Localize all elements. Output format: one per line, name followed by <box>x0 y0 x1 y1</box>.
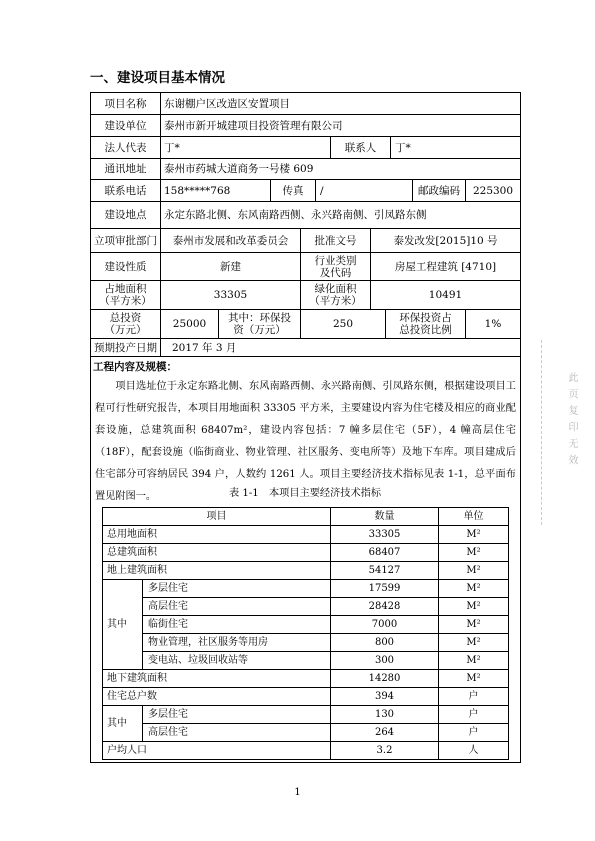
cut-line <box>541 340 542 525</box>
table-row <box>103 616 509 634</box>
investment-row <box>91 310 520 339</box>
row-quantity: 54127 <box>331 562 439 580</box>
area-row <box>91 281 520 310</box>
green-area-label: 绿化面积 （平方米） <box>301 281 371 309</box>
sub-row-quantity: 130 <box>331 706 439 724</box>
construction-unit-row <box>91 115 520 137</box>
row-quantity: 394 <box>331 688 439 706</box>
land-area-value: 33305 <box>161 281 301 309</box>
expected-start-value: 2017 年 3 月 <box>172 341 237 354</box>
row-item: 总用地面积 <box>103 526 331 544</box>
contact-person-label: 联系人 <box>331 137 391 158</box>
table-row <box>103 634 509 652</box>
project-name-row <box>91 93 520 115</box>
project-name-label: 项目名称 <box>91 93 161 114</box>
project-name-value: 东谢棚户区改造区安置项目 <box>164 97 290 110</box>
table-row <box>103 670 509 688</box>
approval-number-value: 泰发改发[2015]10 号 <box>393 234 498 247</box>
sub-row-unit: M² <box>439 598 509 616</box>
sub-row-quantity: 17599 <box>331 580 439 598</box>
construction-unit-value: 泰州市新开城建项目投资管理有限公司 <box>164 119 343 132</box>
row-unit: M² <box>439 670 509 688</box>
row-item: 地上建筑面积 <box>103 562 331 580</box>
approval-number-label: 批准文号 <box>301 229 371 252</box>
env-investment-value: 250 <box>301 310 386 338</box>
sub-row-quantity: 264 <box>331 724 439 742</box>
sub-row-unit: M² <box>439 634 509 652</box>
table-row <box>103 688 509 706</box>
green-area-value: 10491 <box>428 289 463 301</box>
table-row <box>103 742 509 760</box>
sub-row-quantity: 28428 <box>331 598 439 616</box>
construction-unit-label: 建设单位 <box>91 115 161 136</box>
sub-row-unit: 户 <box>439 724 509 742</box>
location-row <box>91 202 520 229</box>
scope-paragraph: 项目选址位于永定东路北侧、东风南路西侧、永兴路南侧、引凤路东侧，根据建设项目工程可行性研究报告，本项目用地面积 33305 平方米，主要建设内容为住宅楼及相应的商业配套设施，总建筑面积 68407m²，建设内容包括：7 幢多层住宅（5F），4 幢高层住宅（18F），配套设施（临街商业、物业管理、社区服务、变电所等）及地下车库。项目建成后住宅部分可容纳居民 394 户，人数约 1261 人。项目主要经济技术指标见表 1-1，总平面布置见附图一。 <box>95 381 516 502</box>
watermark-text: 此页复印无效 <box>566 372 577 471</box>
table-row <box>103 562 509 580</box>
table-row <box>103 706 509 724</box>
row-item: 住宅总户数 <box>103 688 331 706</box>
sub-row-quantity: 800 <box>331 634 439 652</box>
approval-row <box>91 229 520 253</box>
env-investment-ratio-value: 1% <box>484 318 502 330</box>
postcode-label: 邮政编码 <box>413 180 466 201</box>
row-item: 户均人口 <box>103 742 331 760</box>
approval-department-value: 泰州市发展和改革委员会 <box>161 229 301 252</box>
approval-department-label: 立项审批部门 <box>91 229 161 252</box>
row-unit: M² <box>439 526 509 544</box>
header-item: 项目 <box>103 508 331 526</box>
row-item: 总建筑面积 <box>103 544 331 562</box>
row-unit: 人 <box>439 742 509 760</box>
scope-title: 工程内容及规模： <box>93 361 177 373</box>
table-row <box>103 526 509 544</box>
section-title: 一、建设项目基本情况 <box>90 70 225 86</box>
location-value: 永定东路北侧、东风南路西侧、永兴路南侧、引凤路东侧 <box>164 209 427 221</box>
address-row <box>91 159 520 180</box>
sub-row-item: 多层住宅 <box>143 706 331 724</box>
land-area-label: 占地面积 （平方米） <box>91 281 161 309</box>
row-item: 地下建筑面积 <box>103 670 331 688</box>
row-unit: M² <box>439 562 509 580</box>
address-value: 泰州市药城大道商务一号楼 609 <box>164 163 314 175</box>
table-row <box>103 544 509 562</box>
env-investment-label: 其中：环保投 资（万元） <box>219 310 301 338</box>
table-caption: 表 1-1 本项目主要经济技术指标 <box>228 488 382 499</box>
sub-row-unit: M² <box>439 652 509 670</box>
page-number: 1 <box>294 787 301 798</box>
construction-nature-value: 新建 <box>161 253 301 280</box>
fax-label: 传真 <box>271 180 316 201</box>
construction-nature-row <box>91 253 520 281</box>
scope-section <box>91 357 520 762</box>
header-unit: 单位 <box>439 508 509 526</box>
env-investment-ratio-label: 环保投资占 总投资比例 <box>386 310 466 338</box>
legal-representative-value: 丁* <box>161 137 331 158</box>
group-label: 其中 <box>103 706 143 742</box>
sub-row-item: 变电站、垃圾回收站等 <box>143 652 331 670</box>
phone-label: 联系电话 <box>91 180 161 201</box>
phone-row <box>91 180 520 202</box>
total-investment-label: 总投资 （万元） <box>91 310 161 338</box>
sub-row-item: 临街住宅 <box>143 616 331 634</box>
sub-row-unit: 户 <box>439 706 509 724</box>
basic-info-table <box>90 92 521 763</box>
sub-row-item: 多层住宅 <box>143 580 331 598</box>
economic-indicators-table <box>102 507 509 760</box>
sub-row-unit: M² <box>439 616 509 634</box>
postcode-value: 225300 <box>472 184 514 197</box>
table-row <box>103 598 509 616</box>
industry-category-value: 房屋工程建筑 [4710] <box>394 260 497 273</box>
address-label: 通讯地址 <box>91 159 161 179</box>
table-row <box>103 724 509 742</box>
fax-value: / <box>316 180 413 201</box>
sub-row-item: 高层住宅 <box>143 724 331 742</box>
location-label: 建设地点 <box>91 202 161 228</box>
row-quantity: 14280 <box>331 670 439 688</box>
row-quantity: 3.2 <box>331 742 439 760</box>
expected-start-label: 预期投产日期 <box>91 339 161 356</box>
sub-row-item: 物业管理，社区服务等用房 <box>143 634 331 652</box>
row-unit: 户 <box>439 688 509 706</box>
sub-row-quantity: 7000 <box>331 616 439 634</box>
table-header-row <box>103 508 509 526</box>
construction-nature-label: 建设性质 <box>91 253 161 280</box>
total-investment-value: 25000 <box>161 310 219 338</box>
table-row <box>103 652 509 670</box>
header-quantity: 数量 <box>331 508 439 526</box>
phone-value: 158*****768 <box>161 180 271 201</box>
legal-representative-row <box>91 137 520 159</box>
legal-representative-label: 法人代表 <box>91 137 161 158</box>
sub-row-item: 高层住宅 <box>143 598 331 616</box>
contact-person-value: 丁* <box>395 141 411 154</box>
row-quantity: 68407 <box>331 544 439 562</box>
industry-category-label: 行业类别 及代码 <box>301 253 371 280</box>
sub-row-unit: M² <box>439 580 509 598</box>
table-row <box>103 580 509 598</box>
row-unit: M² <box>439 544 509 562</box>
sub-row-quantity: 300 <box>331 652 439 670</box>
row-quantity: 33305 <box>331 526 439 544</box>
group-label: 其中 <box>103 580 143 670</box>
expected-start-row <box>91 339 520 357</box>
